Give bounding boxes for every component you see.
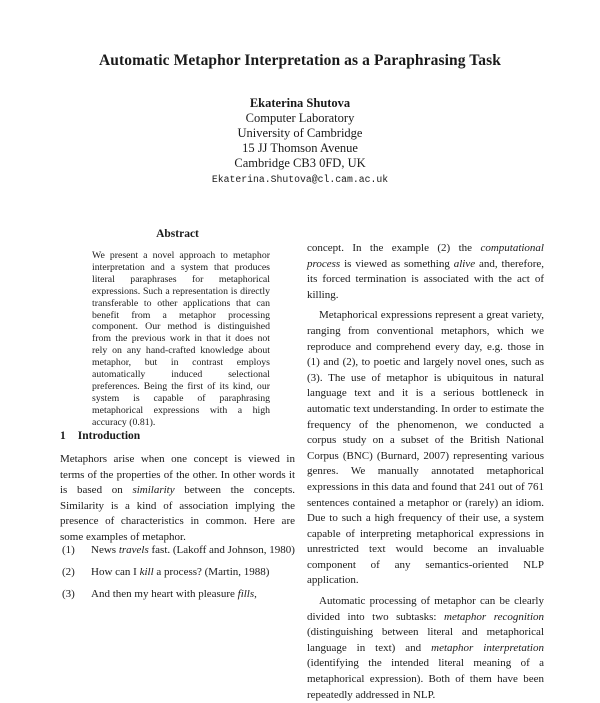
emphasis-text: similarity bbox=[132, 484, 175, 497]
text-run: and, therefore, its forced termination is associated with the act of killing. bbox=[307, 257, 544, 301]
text-run: is viewed as something bbox=[340, 257, 454, 270]
emphasis-text: kill bbox=[139, 566, 154, 578]
emphasis-text: metaphor recognition bbox=[444, 610, 544, 623]
text-run: , bbox=[254, 588, 257, 600]
emphasis-text: travels bbox=[118, 544, 149, 556]
author-email: Ekaterina.Shutova@cl.cam.ac.uk bbox=[211, 174, 389, 185]
text-run: News bbox=[91, 544, 119, 556]
paper-title: Automatic Metaphor Interpretation as a Paraphrasing Task bbox=[98, 52, 501, 69]
section-heading-introduction bbox=[60, 430, 140, 442]
abstract-text: We present a novel approach to metaphor interpretation and a system that produces literal paraphrases for metaphorical expressions. Such a representation is directly transferable to other applications that can benefit from a metaphor processing component. Our method is distinguished from the previous work in that it does not rely on any hand-crafted knowledge about metaphor, but in contrast employs automatically induced selectional preferences. Being the first of its kind, our system is capable of paraphrasing metaphorical expressions with a high accuracy (0.81). bbox=[92, 250, 270, 428]
author-name: Ekaterina Shutova bbox=[249, 96, 351, 110]
text-run: And then my heart with pleasure bbox=[91, 588, 238, 600]
affiliation-line: University of Cambridge bbox=[237, 126, 363, 140]
text-run: How can I bbox=[91, 566, 140, 578]
section-number: 1 bbox=[60, 430, 66, 442]
emphasis-text: computational process bbox=[307, 242, 544, 270]
example-item bbox=[60, 544, 300, 566]
right-paragraph-1 bbox=[307, 241, 544, 303]
left-column bbox=[60, 228, 295, 429]
text-run: Automatic processing of metaphor can be clearly divided into two subtasks: bbox=[307, 595, 544, 623]
example-text bbox=[91, 544, 295, 556]
emphasis-text: metaphor interpretation bbox=[431, 641, 544, 654]
section-title: Introduction bbox=[77, 430, 141, 442]
example-number: (1) bbox=[62, 544, 75, 556]
intro-paragraph bbox=[60, 452, 295, 546]
affiliation-line: 15 JJ Thomson Avenue bbox=[242, 141, 358, 155]
text-run: Metaphors arise when one concept is viewed in terms of the properties of the other. In other words it is based on bbox=[60, 453, 295, 497]
example-item bbox=[60, 588, 300, 610]
text-run: a process? (Martin, 1988) bbox=[153, 566, 270, 578]
right-column bbox=[307, 241, 544, 703]
affiliation-line: Computer Laboratory bbox=[245, 111, 355, 125]
right-paragraph-2: Metaphorical expressions represent a great variety, ranging from conventional metaphors, which we reproduce and comprehend every day, e.g. those in (1) and (2), to poetic and largely novel ones, such as (3). The use of metaphor is ubiquitous in natural language text and it is a serious bottleneck in automatic text understanding. In order to estimate the frequency of the phenomenon, we conducted a corpus study on a subset of the British National Corpus (BNC) (Burnard, 2007) representing various genres. We manually annotated metaphorical expressions in this data and found that 241 out of 761 sentences contained a metaphor or (rarely) an idiom. Due to such a high frequency of their use, a system capable of interpreting metaphorical expressions in unrestricted text would become an invaluable component of any semantics-oriented NLP application. bbox=[307, 309, 544, 587]
text-run: (identifying the intended literal meaning of a metaphorical expression). Both of them have been repeatedly addressed in NLP. bbox=[307, 657, 544, 701]
example-number: (2) bbox=[62, 566, 75, 578]
text-run: concept. In the example (2) the bbox=[307, 242, 481, 254]
text-run: fast. (Lakoff and Johnson, 1980) bbox=[148, 544, 295, 556]
text-run: (distinguishing between literal and metaphorical language in text) and bbox=[307, 626, 544, 654]
abstract-heading: Abstract bbox=[156, 228, 199, 240]
example-text bbox=[91, 566, 269, 578]
right-paragraph-3 bbox=[307, 594, 544, 703]
example-item bbox=[60, 566, 300, 588]
author-block bbox=[0, 96, 600, 188]
emphasis-text: fills bbox=[237, 588, 255, 600]
example-text bbox=[91, 588, 257, 600]
example-number: (3) bbox=[62, 588, 75, 600]
affiliation-line: Cambridge CB3 0FD, UK bbox=[234, 156, 366, 170]
text-run: between the concepts. Similarity is a kind of association implying the presence of characteristics in common. Here are some examples of metaphor. bbox=[60, 484, 295, 543]
emphasis-text: alive bbox=[453, 257, 476, 270]
examples-list bbox=[60, 544, 300, 610]
